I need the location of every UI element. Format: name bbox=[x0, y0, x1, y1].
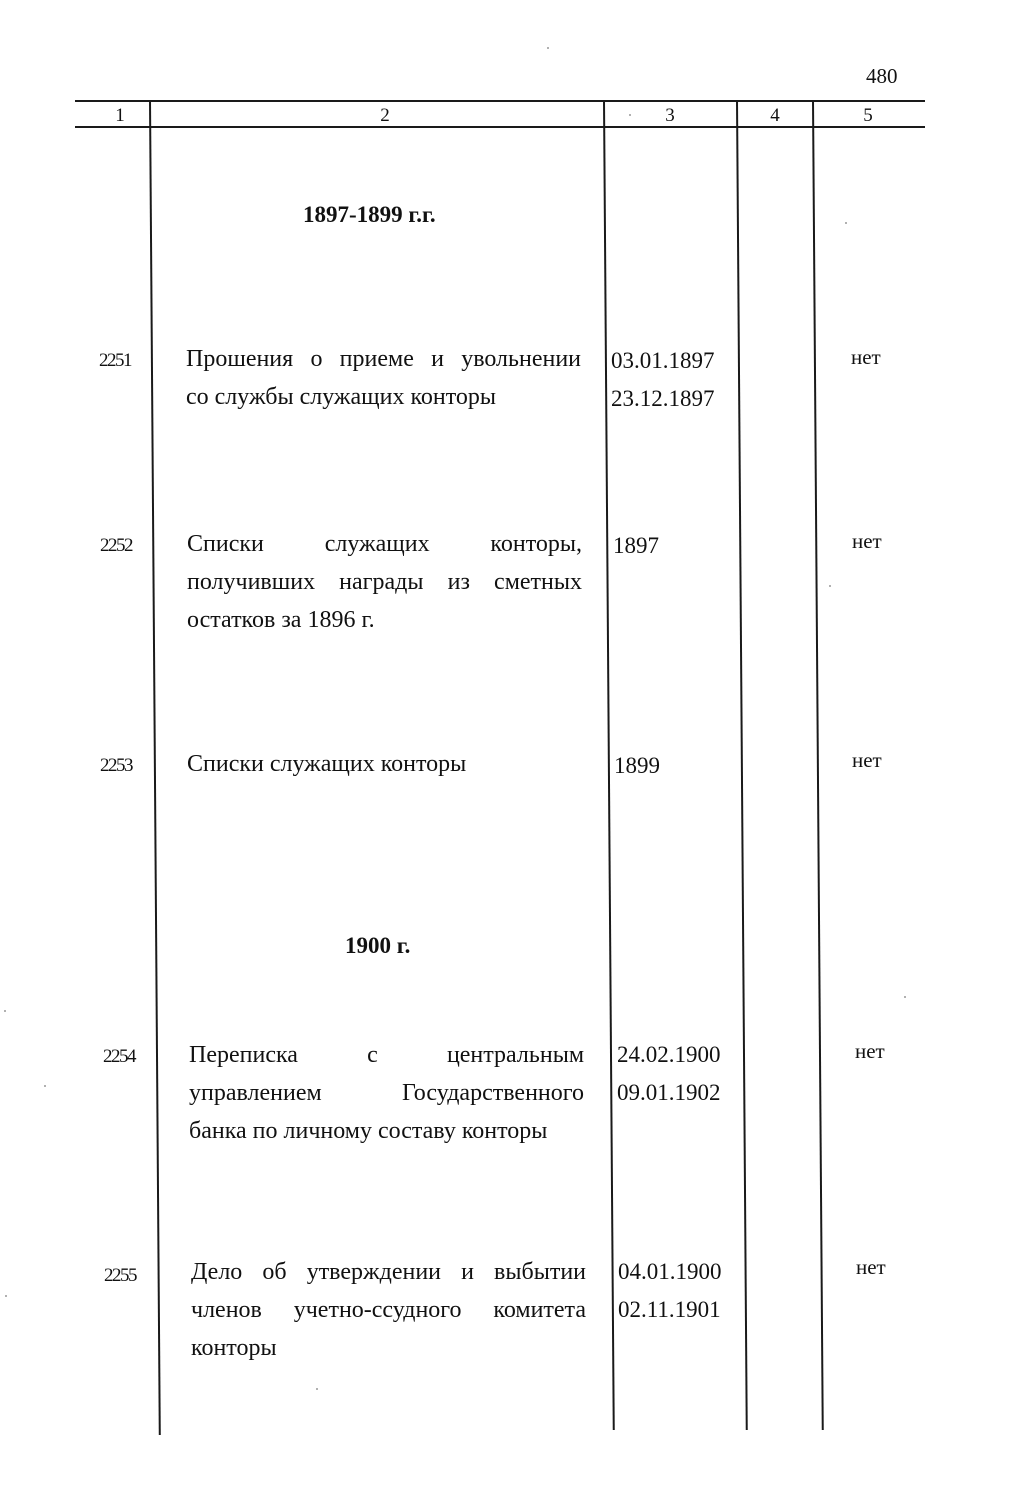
entry-date: 02.11.1901 bbox=[618, 1297, 721, 1322]
entry-title bbox=[187, 525, 582, 639]
scan-speck bbox=[629, 114, 631, 116]
column-header-2: 2 bbox=[380, 105, 390, 126]
entry-dates bbox=[618, 1253, 722, 1329]
page-number: 480 bbox=[866, 64, 898, 88]
scan-speck bbox=[547, 47, 549, 49]
entry-title-line: Списки служащих конторы bbox=[187, 751, 467, 777]
scan-speck bbox=[5, 1295, 7, 1297]
column-divider-1 bbox=[149, 100, 160, 1435]
scan-speck bbox=[316, 1388, 318, 1390]
entry-number: 2252 bbox=[100, 535, 132, 556]
entry-date: 03.01.1897 bbox=[611, 348, 715, 373]
entry-note: нет bbox=[852, 748, 882, 772]
column-divider-2 bbox=[603, 100, 614, 1430]
entry-dates bbox=[614, 747, 660, 785]
column-header-1: 1 bbox=[115, 105, 125, 126]
scan-speck bbox=[44, 1085, 46, 1087]
entry-note: нет bbox=[851, 345, 881, 369]
section-heading: 1897-1899 г.г. bbox=[303, 202, 436, 227]
entry-date: 24.02.1900 bbox=[617, 1042, 721, 1067]
entry-title-line: Списки служащих конторы, bbox=[187, 531, 582, 557]
column-header-3: 3 bbox=[665, 105, 675, 126]
entry-title bbox=[187, 745, 582, 783]
entry-date: 1897 bbox=[613, 533, 659, 558]
scan-speck bbox=[904, 996, 906, 998]
entry-title-line: Прошения о приеме и увольнении bbox=[186, 346, 581, 372]
entry-dates bbox=[617, 1036, 721, 1112]
entry-number: 2253 bbox=[100, 755, 132, 776]
entry-number: 2255 bbox=[104, 1265, 136, 1286]
entry-number: 2254 bbox=[103, 1046, 135, 1067]
entry-title-line: получивших награды из сметных bbox=[187, 569, 582, 595]
entry-title-line: остатков за 1896 г. bbox=[187, 607, 375, 633]
entry-note: нет bbox=[852, 529, 882, 553]
entry-title bbox=[191, 1253, 586, 1367]
entry-title-line: управлением Государственного bbox=[189, 1080, 584, 1106]
header-top-rule bbox=[75, 100, 925, 102]
entry-date: 09.01.1902 bbox=[617, 1080, 721, 1105]
entry-note: нет bbox=[856, 1255, 886, 1279]
entry-date: 04.01.1900 bbox=[618, 1259, 722, 1284]
scan-speck bbox=[829, 585, 831, 587]
entry-note: нет bbox=[855, 1039, 885, 1063]
entry-title-line: Переписка с центральным bbox=[189, 1042, 584, 1068]
column-header-4: 4 bbox=[770, 105, 780, 126]
column-divider-4 bbox=[812, 100, 823, 1430]
header-bottom-rule bbox=[75, 126, 925, 128]
scan-speck bbox=[845, 222, 847, 224]
entry-title bbox=[186, 340, 581, 416]
entry-number: 2251 bbox=[99, 350, 131, 371]
entry-dates bbox=[611, 342, 715, 418]
entry-title bbox=[189, 1036, 584, 1150]
entry-title-line: со службы служащих конторы bbox=[186, 384, 497, 410]
column-divider-3 bbox=[736, 100, 747, 1430]
entry-title-line: членов учетно-ссудного комитета bbox=[191, 1297, 586, 1323]
entry-title-line: конторы bbox=[191, 1335, 277, 1361]
scan-speck bbox=[4, 1010, 6, 1012]
entry-date: 23.12.1897 bbox=[611, 386, 715, 411]
entry-date: 1899 bbox=[614, 753, 660, 778]
entry-title-line: Дело об утверждении и выбытии bbox=[191, 1259, 586, 1285]
entry-dates bbox=[613, 527, 659, 565]
entry-title-line: банка по личному составу конторы bbox=[189, 1118, 548, 1144]
section-heading: 1900 г. bbox=[345, 933, 411, 958]
column-header-5: 5 bbox=[863, 105, 873, 126]
